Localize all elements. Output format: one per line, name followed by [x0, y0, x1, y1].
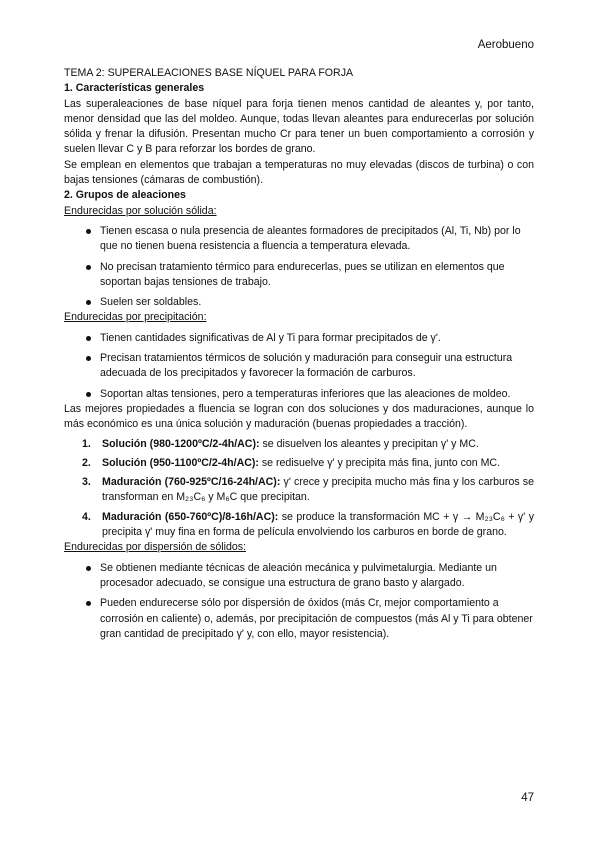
paragraph-applications: Se emplean en elementos que trabajan a temperaturas no muy elevadas (discos de turbina) o con bajas tensiones (cámaras de combustión). [64, 158, 534, 187]
bullet-icon [86, 566, 91, 571]
list-item [64, 596, 534, 642]
list-item [64, 561, 534, 592]
step-number: 1. [82, 437, 91, 450]
list-item-text: Tienen escasa o nula presencia de aleantes formadores de precipitados (Al, Ti, Nb) por lo que no tienen buena resistencia a fluencia a temperatura elevada. [100, 224, 521, 253]
list-item [64, 260, 534, 291]
precipitation-list [64, 331, 534, 402]
paragraph-characteristics: Las superaleaciones de base níquel para forja tienen menos cantidad de aleantes y, por tanto, menor densidad que las del moldeo. Aunque, todas llevan aleantes para endurecerlas por solución sólida y frenar la difusión. Presentan mucho Cr para tener un buen comportamiento a corrosión y suelen llevar C y B para reforzar los bordes de grano. [64, 97, 534, 156]
bullet-icon [86, 601, 91, 606]
list-item [64, 224, 534, 255]
list-item [64, 351, 534, 382]
paragraph-creep-properties: Las mejores propiedades a fluencia se logran con dos soluciones y dos maduraciones, aunque lo más económico es una única solución y maduración (buenas propiedades a tracción). [64, 402, 534, 431]
treatment-step [64, 475, 534, 506]
bullet-icon [86, 336, 91, 341]
step-number: 3. [82, 476, 91, 489]
step-number: 4. [82, 510, 91, 523]
treatment-step [64, 437, 534, 452]
step-title: Solución (950-1100ºC/2-4h/AC): [102, 456, 259, 469]
page-number: 47 [521, 792, 534, 804]
list-item-text: Se obtienen mediante técnicas de aleación mecánica y pulvimetalurgia. Mediante un procesador adecuado, se consigue una estructura de grano basto y alargado. [100, 561, 497, 589]
bullet-icon [86, 229, 91, 234]
list-item-text: No precisan tratamiento térmico para endurecerlas, pues se utilizan en elementos que soportan bajas tensiones de trabajo. [100, 260, 505, 288]
header-author: Aerobueno [477, 39, 534, 51]
list-item [64, 295, 534, 310]
step-title: Maduración (760-925ºC/16-24h/AC): [102, 476, 281, 489]
step-text: se redisuelve γ' y precipita más fina, junto con MC. [258, 456, 501, 469]
step-number: 2. [82, 456, 91, 469]
bullet-icon [86, 265, 91, 270]
step-text: se disuelven los aleantes y precipitan γ' y MC. [259, 437, 479, 450]
list-item-text: Tienen cantidades significativas de Al y Ti para formar precipitados de γ'. [100, 331, 441, 344]
solid-solution-list [64, 224, 534, 310]
list-item-text: Suelen ser soldables. [100, 296, 202, 309]
bullet-icon [86, 356, 91, 361]
subheading-precipitation: Endurecidas por precipitación: [64, 311, 207, 324]
step-title: Solución (980-1200ºC/2-4h/AC): [102, 437, 260, 450]
bullet-icon [86, 300, 91, 305]
section-heading-2: 2. Grupos de aleaciones [64, 189, 186, 202]
list-item [64, 331, 534, 346]
bullet-icon [86, 392, 91, 397]
list-item-text: Precisan tratamientos térmicos de solución y maduración para conseguir una estructura adecuada de los precipitados y favorecer la formación de carburos. [100, 352, 513, 380]
list-item-text: Pueden endurecerse sólo por dispersión de óxidos (más Cr, mejor comportamiento a corrosión en caliente) o, además, por precipitación de compuestos (más Al y Ti para obtener gran cantidad de precipitado γ' y, con ello, mayor resistencia). [100, 597, 533, 640]
section-heading-1: 1. Características generales [64, 82, 205, 95]
treatment-step [64, 456, 534, 471]
step-text: γ' crece y precipita mucho más fina y los carburos se transforman en M₂₃C₆ y M₆C que precipitan. [102, 476, 534, 504]
heat-treatment-steps [64, 437, 534, 541]
step-text: se produce la transformación MC + γ → M₂₃C₆ + γ' y precipita γ' muy fina en forma de película envolviendo los carburos en borde de grano. [102, 510, 534, 539]
document-title: TEMA 2: SUPERALEACIONES BASE NÍQUEL PARA FORJA [64, 67, 354, 79]
dispersion-list [64, 561, 534, 642]
subheading-dispersion: Endurecidas por dispersión de sólidos: [64, 541, 246, 554]
step-title: Maduración (650-760ºC)/8-16h/AC): [102, 510, 279, 523]
page-content [64, 66, 534, 642]
list-item [64, 387, 534, 402]
treatment-step [64, 510, 534, 541]
list-item-text: Soportan altas tensiones, pero a temperaturas inferiores que las aleaciones de moldeo. [100, 387, 511, 400]
subheading-solid-solution: Endurecidas por solución sólida: [64, 204, 217, 217]
